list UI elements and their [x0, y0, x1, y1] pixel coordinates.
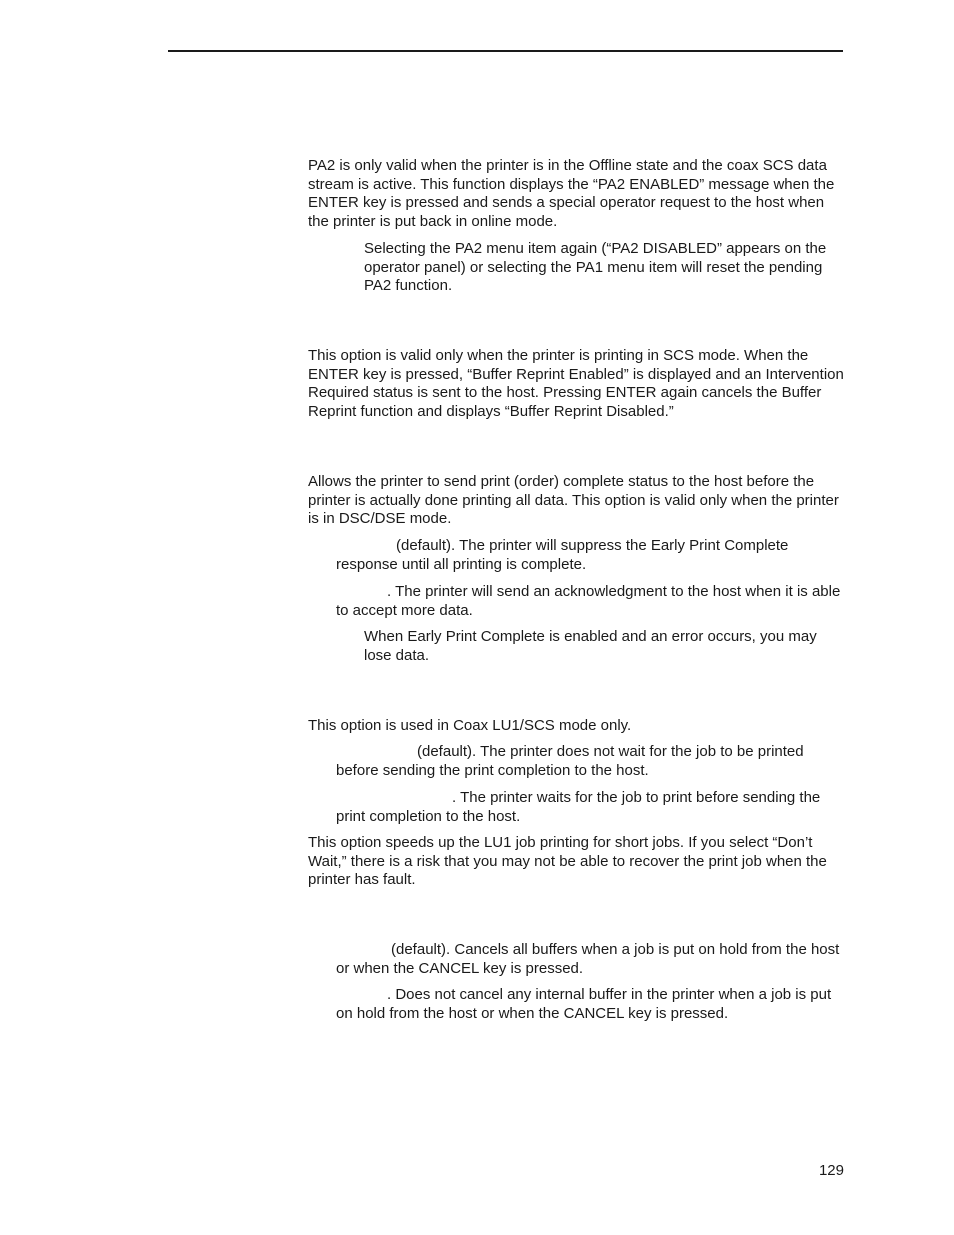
cancel-option-all-text: (default). Cancels all buffers when a job is put on hold from the host or when the CANCEL key is pressed.	[336, 941, 840, 977]
early-print-complete-description: Allows the printer to send print (order) complete status to the host before the printer is actually done printing all data. This option is valid only when the printer is in DSC/DSE mode.	[308, 473, 839, 528]
lu1-option-wait	[336, 789, 844, 826]
pa2-note: Selecting the PA2 menu item again (“PA2 DISABLED” appears on the operator panel) or selecting the PA1 menu item will reset the pending PA2 function.	[364, 240, 827, 295]
pa2-description: PA2 is only valid when the printer is in the Offline state and the coax SCS data stream is active. This function displays the “PA2 ENABLED” message when the ENTER key is pressed and sends a special operator request to the host when the printer is put back in online mode.	[308, 157, 835, 230]
early-print-complete-option-disable	[336, 537, 844, 574]
cancel-option-none	[336, 986, 844, 1023]
early-print-complete-option-enable	[336, 583, 844, 620]
lu1-description: This option is used in Coax LU1/SCS mode only.	[308, 717, 632, 734]
cancel-option-none-text: . Does not cancel any internal buffer in the printer when a job is put on hold from the host or when the CANCEL key is pressed.	[336, 986, 832, 1022]
early-print-complete-note: When Early Print Complete is enabled and an error occurs, you may lose data.	[364, 628, 817, 664]
lu1-option-dont-wait	[336, 743, 844, 780]
header-rule	[168, 50, 843, 52]
lu1-summary: This option speeds up the LU1 job printing for short jobs. If you select “Don’t Wait,” there is a risk that you may not be able to recover the print job when the printer has fault.	[308, 834, 827, 889]
lu1-option-wait-text: . The printer waits for the job to print before sending the print completion to the host.	[336, 789, 821, 825]
cancel-option-all	[336, 941, 844, 978]
lu1-option-dont-wait-text: (default). The printer does not wait for the job to be printed before sending the print completion to the host.	[336, 743, 804, 779]
early-print-complete-option-disable-text: (default). The printer will suppress the Early Print Complete response until all printing is complete.	[336, 537, 789, 573]
buffer-reprint-description: This option is valid only when the printer is printing in SCS mode. When the ENTER key is pressed, “Buffer Reprint Enabled” is displayed and an Intervention Required status is sent to the host. Pressing ENTER again cancels the Buffer Reprint function and displays “Buffer Reprint Disabled.”	[308, 347, 844, 420]
early-print-complete-option-enable-text: . The printer will send an acknowledgment to the host when it is able to accept more data.	[336, 583, 841, 619]
page-number: 129	[818, 1162, 844, 1179]
